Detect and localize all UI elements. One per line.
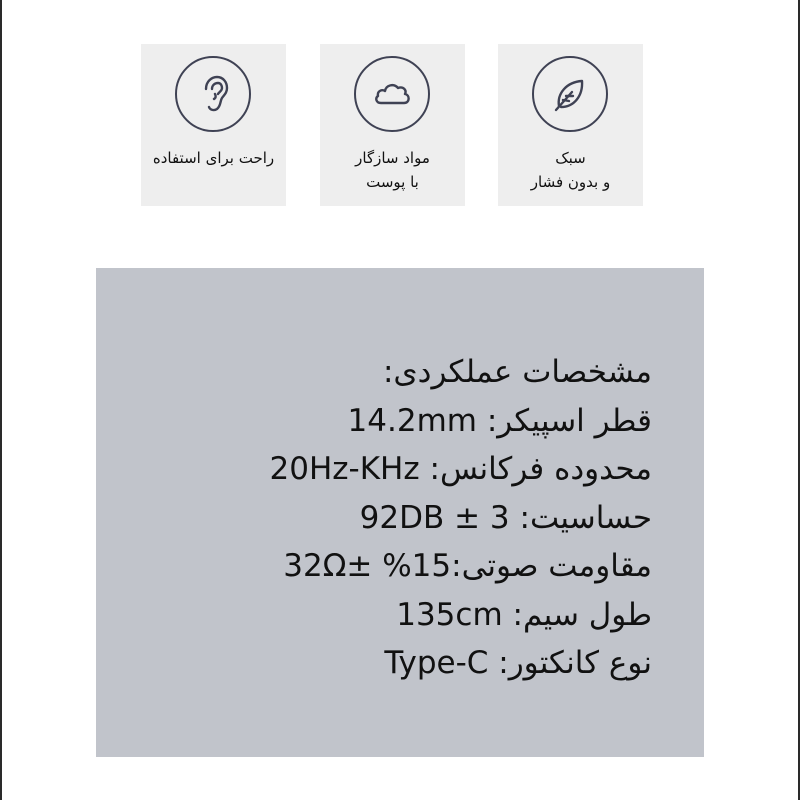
spec-list	[270, 348, 652, 688]
feature-label-line: راحت برای استفاده	[152, 149, 275, 167]
feature-label-material	[320, 146, 465, 194]
feature-label-line: مواد سازگار	[355, 149, 430, 167]
spec-panel	[96, 268, 704, 757]
spec-heading: مشخصات عملکردی:	[382, 354, 652, 390]
spec-value: 20Hz-KHz	[269, 451, 420, 487]
spec-label: مقاومت صوتی:	[451, 548, 652, 584]
feature-label-light	[498, 146, 643, 194]
spec-item-cable-length	[270, 591, 652, 640]
spec-label: محدوده فرکانس:	[429, 451, 652, 487]
spec-value: 32Ω± %15	[283, 548, 452, 584]
cloud-icon	[354, 56, 430, 132]
feature-card-light	[498, 44, 643, 206]
spec-label: طول سیم:	[512, 596, 652, 633]
feature-card-material	[320, 44, 465, 206]
leaf-icon	[532, 56, 608, 132]
spec-item-impedance	[270, 542, 652, 591]
spec-item-sensitivity	[270, 494, 652, 543]
feature-label-line: سبک	[555, 149, 586, 167]
spec-value: 14.2mm	[347, 402, 477, 439]
left-border	[0, 0, 2, 800]
feature-card-comfort	[141, 44, 286, 206]
spec-label: حساسیت:	[519, 499, 652, 536]
spec-label: نوع کانکتور:	[498, 645, 652, 681]
spec-value: 135cm	[396, 596, 503, 633]
ear-icon	[175, 56, 251, 132]
feature-label-line: و بدون فشار	[530, 173, 611, 191]
feature-label-comfort	[141, 146, 286, 170]
spec-value: Type-C	[384, 645, 489, 681]
spec-item-connector-type	[270, 639, 652, 688]
spec-item-driver-diameter	[270, 397, 652, 446]
spec-label: قطر اسپیکر:	[486, 402, 652, 439]
spec-item-frequency-range	[270, 445, 652, 494]
feature-label-line: با پوست	[366, 173, 419, 191]
spec-value: 92DB ± 3	[359, 499, 510, 536]
